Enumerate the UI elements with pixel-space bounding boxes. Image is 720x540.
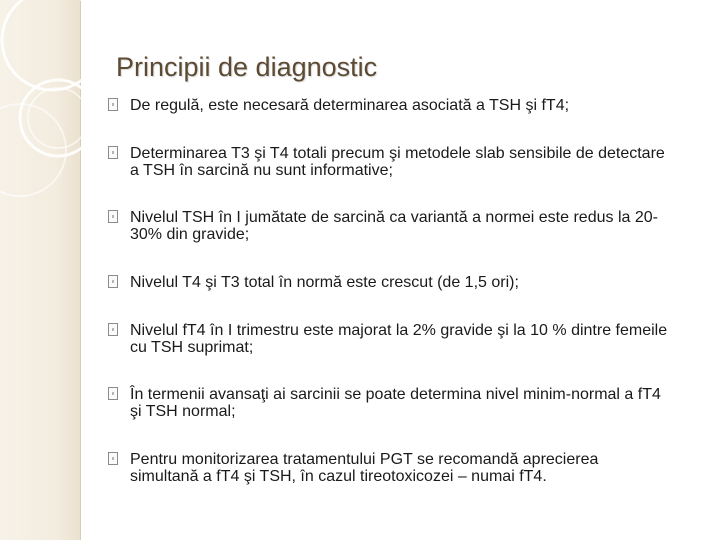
bullet-box-icon bbox=[108, 210, 118, 223]
bullet-box-icon bbox=[108, 387, 118, 400]
bullet-item bbox=[108, 209, 668, 243]
bullet-box-icon bbox=[108, 323, 118, 336]
bullet-item bbox=[108, 145, 668, 179]
bullet-item bbox=[108, 322, 668, 356]
bullet-text: În termenii avansaţi ai sarcinii se poate determina nivel minim-normal a fT4 şi TSH normal; bbox=[130, 386, 661, 420]
bullet-text: Nivelul TSH în I jumătate de sarcină ca variantă a normei este redus la 20-30% din gravide; bbox=[130, 209, 658, 243]
bullet-text: Pentru monitorizarea tratamentului PGT se recomandă aprecierea simultană a fT4 şi TSH, în cazul tireotoxicozei – numai fT4. bbox=[130, 451, 599, 485]
bullet-item bbox=[108, 451, 668, 485]
slide-title: Principii de diagnostic bbox=[116, 52, 378, 83]
bullet-item bbox=[108, 274, 668, 291]
bullet-box-icon bbox=[108, 98, 118, 111]
bullet-text: Nivelul T4 şi T3 total în normă este crescut (de 1,5 ori); bbox=[130, 274, 519, 291]
bullet-text: Nivelul fT4 în I trimestru este majorat la 2% gravide şi la 10 % dintre femeile cu TSH suprimat; bbox=[130, 322, 668, 356]
bullet-box-icon bbox=[108, 146, 118, 159]
bullet-list bbox=[108, 97, 668, 485]
bullet-text: De regulă, este necesară determinarea asociată a TSH şi fT4; bbox=[130, 97, 570, 114]
bullet-item bbox=[108, 386, 668, 420]
bullet-box-icon bbox=[108, 452, 118, 465]
bullet-item bbox=[108, 97, 668, 114]
bullet-box-icon bbox=[108, 275, 118, 288]
bullet-text: Determinarea T3 şi T4 totali precum şi metodele slab sensibile de detectare a TSH în sarcină nu sunt informative; bbox=[130, 145, 665, 179]
